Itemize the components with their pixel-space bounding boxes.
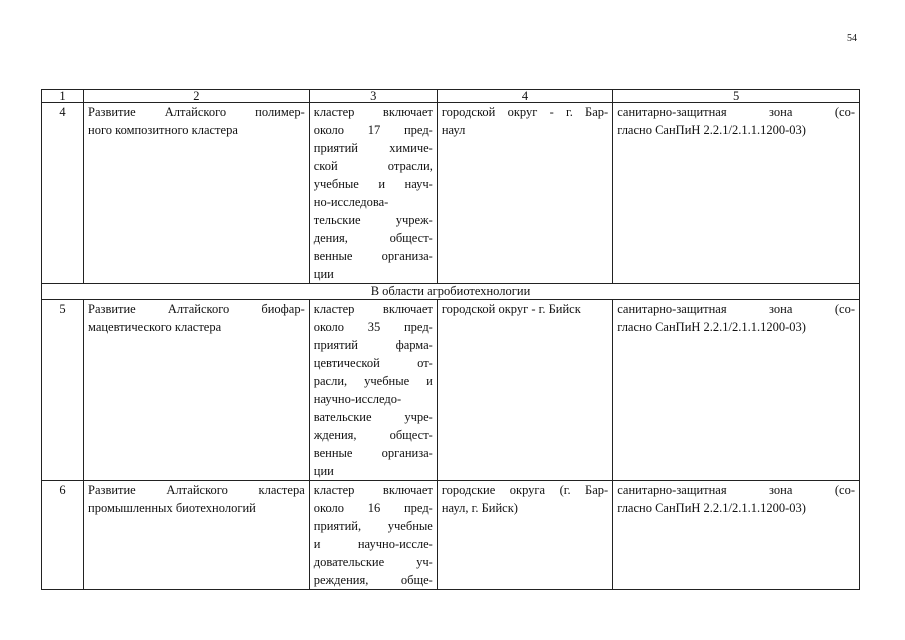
section-row bbox=[42, 284, 860, 300]
text-line: наул, г. Бийск) bbox=[441, 501, 518, 515]
text-line: санитарно-защитная зона (со- bbox=[617, 483, 855, 497]
text-line: городские округа (г. Бар- bbox=[441, 483, 609, 497]
text-line: учебные и науч- bbox=[313, 177, 433, 191]
sanitary-zone bbox=[613, 103, 860, 284]
page-number: 54 bbox=[847, 33, 857, 44]
text-line: ного композитного кластера bbox=[88, 123, 238, 137]
location bbox=[437, 481, 612, 590]
cluster-description bbox=[309, 103, 437, 284]
cluster-name bbox=[84, 300, 310, 481]
text-line: и научно-иссле- bbox=[313, 537, 433, 551]
row-number: 4 bbox=[42, 103, 84, 284]
text-line: Развитие Алтайского полимер- bbox=[88, 105, 305, 119]
text-line: ждения, общест- bbox=[313, 428, 433, 442]
cluster-description bbox=[309, 481, 437, 590]
text-line: цевтической от- bbox=[313, 356, 433, 370]
cluster-description bbox=[309, 300, 437, 481]
text-line: венные организа- bbox=[313, 446, 433, 460]
text-line: реждения, обще- bbox=[313, 573, 433, 587]
text-line: промышленных биотехнологий bbox=[88, 501, 256, 515]
text-line: кластер включает bbox=[313, 483, 433, 497]
section-title: В области агробиотехнологии bbox=[42, 284, 860, 300]
text-line: научно-исследо- bbox=[313, 392, 402, 406]
text-line: венные организа- bbox=[313, 249, 433, 263]
text-line: гласно СанПиН 2.2.1/2.1.1.1200-03) bbox=[617, 320, 806, 334]
text-line: около 17 пред- bbox=[313, 123, 433, 137]
text-line: гласно СанПиН 2.2.1/2.1.1.1200-03) bbox=[617, 501, 806, 515]
text-line: ции bbox=[313, 267, 334, 281]
text-line: гласно СанПиН 2.2.1/2.1.1.1200-03) bbox=[617, 123, 806, 137]
row-number: 5 bbox=[42, 300, 84, 481]
text-line: ской отрасли, bbox=[313, 159, 433, 173]
text-line: дения, общест- bbox=[313, 231, 433, 245]
text-line: около 16 пред- bbox=[313, 501, 433, 515]
row-number: 6 bbox=[42, 481, 84, 590]
text-line: кластер включает bbox=[313, 105, 433, 119]
text-line: приятий химиче- bbox=[313, 141, 433, 155]
text-line: около 35 пред- bbox=[313, 320, 433, 334]
location bbox=[437, 300, 612, 481]
sanitary-zone bbox=[613, 481, 860, 590]
header-cell-3: 3 bbox=[309, 90, 437, 103]
document-table bbox=[41, 89, 860, 590]
text-line: мацевтического кластера bbox=[88, 320, 222, 334]
text-line: городской округ - г. Бийск bbox=[441, 302, 581, 316]
table-header-row bbox=[42, 90, 860, 103]
cluster-name bbox=[84, 481, 310, 590]
text-line: ции bbox=[313, 464, 334, 478]
cluster-name bbox=[84, 103, 310, 284]
text-line: довательские уч- bbox=[313, 555, 433, 569]
text-line: но-исследова- bbox=[313, 195, 389, 209]
location bbox=[437, 103, 612, 284]
sanitary-zone bbox=[613, 300, 860, 481]
table-row bbox=[42, 481, 860, 590]
text-line: наул bbox=[441, 123, 466, 137]
text-line: санитарно-защитная зона (со- bbox=[617, 302, 855, 316]
table-row bbox=[42, 300, 860, 481]
text-line: кластер включает bbox=[313, 302, 433, 316]
text-line: Развитие Алтайского биофар- bbox=[88, 302, 305, 316]
header-cell-4: 4 bbox=[437, 90, 612, 103]
header-cell-5: 5 bbox=[613, 90, 860, 103]
header-cell-1: 1 bbox=[42, 90, 84, 103]
text-line: расли, учебные и bbox=[313, 374, 433, 388]
text-line: приятий, учебные bbox=[313, 519, 433, 533]
text-line: санитарно-защитная зона (со- bbox=[617, 105, 855, 119]
header-cell-2: 2 bbox=[84, 90, 310, 103]
text-line: Развитие Алтайского кластера bbox=[88, 483, 305, 497]
text-line: вательские учре- bbox=[313, 410, 433, 424]
text-line: городской округ - г. Бар- bbox=[441, 105, 609, 119]
text-line: тельские учреж- bbox=[313, 213, 433, 227]
table-row bbox=[42, 103, 860, 284]
text-line: приятий фарма- bbox=[313, 338, 433, 352]
